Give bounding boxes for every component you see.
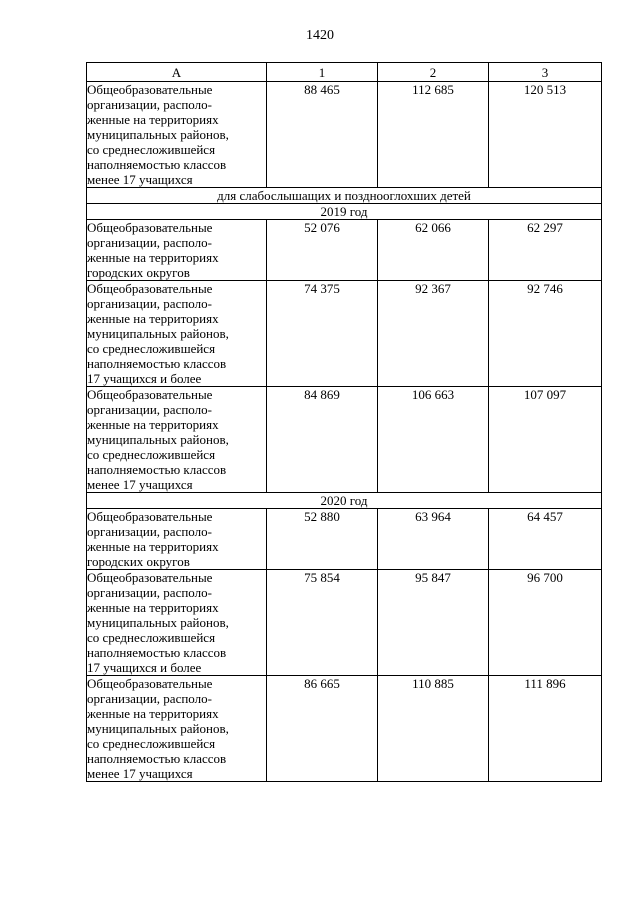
table-header-row <box>87 63 602 82</box>
section-title: для слабослышащих и позднооглохших детей <box>87 188 602 204</box>
value-cell: 111 896 <box>489 676 602 782</box>
row-label: Общеобразовательные организации, располо- женные на территориях муниципальных районов, со среднесложившейся наполняемостью классов 17 учащихся и более <box>87 281 267 387</box>
value-cell: 86 665 <box>267 676 378 782</box>
value-cell: 96 700 <box>489 570 602 676</box>
row-label: Общеобразовательные организации, располо- женные на территориях муниципальных районов, со среднесложившейся наполняемостью классов менее 17 учащихся <box>87 387 267 493</box>
column-header: 1 <box>267 63 378 82</box>
value-cell: 92 367 <box>378 281 489 387</box>
value-cell: 107 097 <box>489 387 602 493</box>
value-cell: 88 465 <box>267 82 378 188</box>
value-cell: 110 885 <box>378 676 489 782</box>
value-cell: 75 854 <box>267 570 378 676</box>
table-row <box>87 387 602 493</box>
value-cell: 52 076 <box>267 220 378 281</box>
section-header-row <box>87 493 602 509</box>
row-label: Общеобразовательные организации, располо- женные на территориях муниципальных районов, со среднесложившейся наполняемостью классов 17 учащихся и более <box>87 570 267 676</box>
data-table <box>86 62 602 782</box>
table-row <box>87 82 602 188</box>
table-row <box>87 676 602 782</box>
value-cell: 52 880 <box>267 509 378 570</box>
value-cell: 74 375 <box>267 281 378 387</box>
value-cell: 112 685 <box>378 82 489 188</box>
row-label: Общеобразовательные организации, располо- женные на территориях городских округов <box>87 509 267 570</box>
value-cell: 92 746 <box>489 281 602 387</box>
table-row <box>87 570 602 676</box>
value-cell: 62 066 <box>378 220 489 281</box>
row-label: Общеобразовательные организации, располо- женные на территориях муниципальных районов, со среднесложившейся наполняемостью классов менее 17 учащихся <box>87 676 267 782</box>
section-header-row <box>87 204 602 220</box>
column-header: А <box>87 63 267 82</box>
value-cell: 63 964 <box>378 509 489 570</box>
table-row <box>87 220 602 281</box>
column-header: 3 <box>489 63 602 82</box>
page-number: 1420 <box>306 28 334 43</box>
row-label: Общеобразовательные организации, располо- женные на территориях городских округов <box>87 220 267 281</box>
section-header-row <box>87 188 602 204</box>
value-cell: 106 663 <box>378 387 489 493</box>
section-title: 2020 год <box>87 493 602 509</box>
value-cell: 62 297 <box>489 220 602 281</box>
value-cell: 84 869 <box>267 387 378 493</box>
table-row <box>87 509 602 570</box>
value-cell: 120 513 <box>489 82 602 188</box>
row-label: Общеобразовательные организации, располо- женные на территориях муниципальных районов, со среднесложившейся наполняемостью классов менее 17 учащихся <box>87 82 267 188</box>
column-header: 2 <box>378 63 489 82</box>
value-cell: 95 847 <box>378 570 489 676</box>
table-row <box>87 281 602 387</box>
value-cell: 64 457 <box>489 509 602 570</box>
section-title: 2019 год <box>87 204 602 220</box>
table-body <box>87 82 602 782</box>
